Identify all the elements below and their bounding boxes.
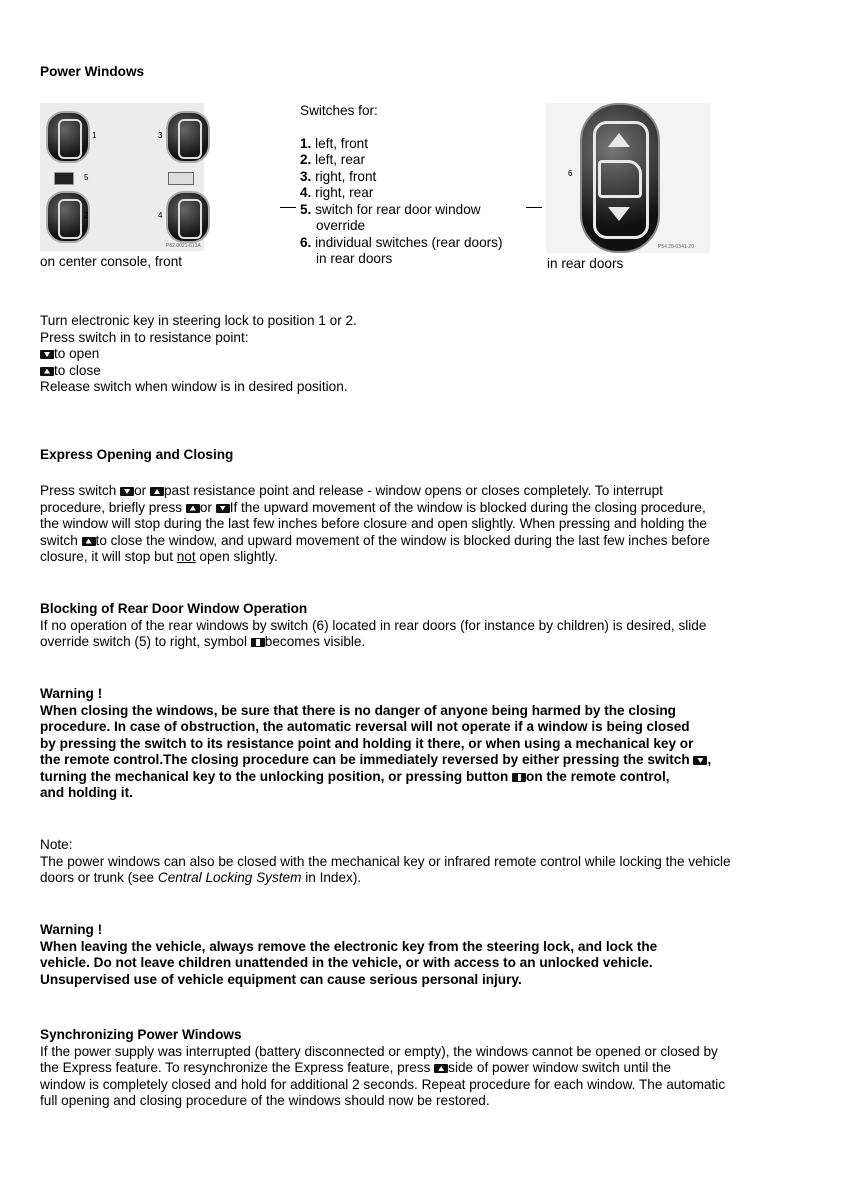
page-title: Power Windows xyxy=(40,64,145,79)
label-4: 4 xyxy=(158,211,163,220)
list-item: 5. switch for rear door window xyxy=(300,201,481,217)
warning-1: Warning ! When closing the windows, be sure that there is no danger of anyone being harmed by the closing procedure. In case of obstruction, the automatic reversal will not operate if a window is being closed by pressing the switch to its resistance point and holding it there, or when using a mechanical key or the remote control.The closing procedure can be immediately reversed by either pressing the switch , turning the mechanical key to the unlocking position, or pressing button on the remote control, and holding it. xyxy=(40,686,770,802)
window-up-icon xyxy=(82,537,96,546)
window-up-icon xyxy=(186,504,200,513)
open-line: to open xyxy=(40,346,770,363)
express-paragraph: Press switch or past resistance point and release - window opens or closes completely. To interrupt procedure, briefly press or If the upward movement of the window is blocked during the closing procedure, the window will stop during the last few inches before closure and open slightly. When pressing and holding the switch to close the window, and upward movement of the window is blocked during the last few inches before closure, it will stop but not open slightly. xyxy=(40,483,710,564)
window-up-icon xyxy=(40,367,54,376)
right-figure-caption: in rear doors xyxy=(547,256,624,271)
window-up-icon xyxy=(434,1064,448,1073)
close-line: to close xyxy=(40,363,770,380)
blocking-heading: Blocking of Rear Door Window Operation xyxy=(40,601,308,616)
sync-section: Synchronizing Power Windows If the power supply was interrupted (battery disconnected or empty), the windows cannot be opened or closed by the Express feature. To resynchronize the Express feature, press side of power window switch until the window is completely closed and hold for additional 2 seconds. Repeat procedure for each window. The automatic full opening and closing procedure of the windows should now be restored. xyxy=(40,1027,770,1110)
list-item: 4. right, rear xyxy=(300,185,374,200)
blocking-section: Blocking of Rear Door Window Operation If no operation of the rear windows by switch (6) located in rear doors (for instance by children) is desired, slide override switch (5) to right, symbol becomes visible. xyxy=(40,601,770,651)
switch-list xyxy=(300,103,503,268)
leader-line-right xyxy=(526,207,542,208)
leader-line-left xyxy=(280,207,296,208)
warning-heading: Warning ! xyxy=(40,922,103,937)
switch-list-heading: Switches for: xyxy=(300,103,378,118)
intro-line: Press switch in to resistance point: xyxy=(40,329,249,345)
rear-switch-panel-icon xyxy=(168,172,194,185)
left-figure-caption: on center console, front xyxy=(40,254,183,269)
list-item-continuation: in rear doors xyxy=(316,251,393,266)
sync-heading: Synchronizing Power Windows xyxy=(40,1027,242,1042)
list-item: 1. left, front xyxy=(300,135,369,151)
label-1: 1 xyxy=(92,131,97,140)
label-3: 3 xyxy=(158,131,163,140)
intro-line: Turn electronic key in steering lock to position 1 or 2. xyxy=(40,313,357,328)
express-heading: Express Opening and Closing xyxy=(40,447,234,462)
window-switch-4-icon xyxy=(166,191,210,243)
figure-code: P54.25-0341-20 xyxy=(658,244,694,250)
warning-2: Warning ! When leaving the vehicle, always remove the electronic key from the steering lock, and lock the vehicle. Do not leave children unattended in the vehicle, or with access to an unlocked vehicle. Unsupervised use of vehicle equipment can cause serious personal injury. xyxy=(40,922,770,988)
list-item: 6. individual switches (rear doors) xyxy=(300,234,503,250)
window-switch-3-icon xyxy=(166,111,210,163)
list-item-continuation: override xyxy=(316,218,366,233)
warning-heading: Warning ! xyxy=(40,686,103,701)
window-down-icon xyxy=(120,487,134,496)
remote-unlock-button-icon xyxy=(512,773,526,782)
window-down-icon xyxy=(693,756,707,765)
rear-switch-6-icon xyxy=(580,103,660,253)
note-section: Note: The power windows can also be closed with the mechanical key or infrared remote control while locking the vehicle doors or trunk (see Central Locking System in Index). xyxy=(40,837,770,887)
intro-section xyxy=(40,313,770,396)
figure-code: P82.0021-613A xyxy=(166,243,201,249)
window-down-icon xyxy=(216,504,230,513)
override-switch-5-icon xyxy=(54,172,74,185)
label-5: 5 xyxy=(84,173,89,182)
list-item: 3. right, front xyxy=(300,168,377,184)
window-up-icon xyxy=(150,487,164,496)
rear-door-switch-image xyxy=(546,103,710,253)
window-down-icon xyxy=(40,350,54,359)
intro-line: Release switch when window is in desired position. xyxy=(40,379,348,394)
window-switch-1-icon xyxy=(46,111,90,163)
child-lock-symbol-icon xyxy=(251,638,265,647)
list-item: 2. left, rear xyxy=(300,152,365,167)
label-6: 6 xyxy=(568,169,573,178)
center-console-switches-image xyxy=(40,103,204,251)
label-2: 2 xyxy=(84,211,89,220)
note-heading: Note: xyxy=(40,837,73,852)
